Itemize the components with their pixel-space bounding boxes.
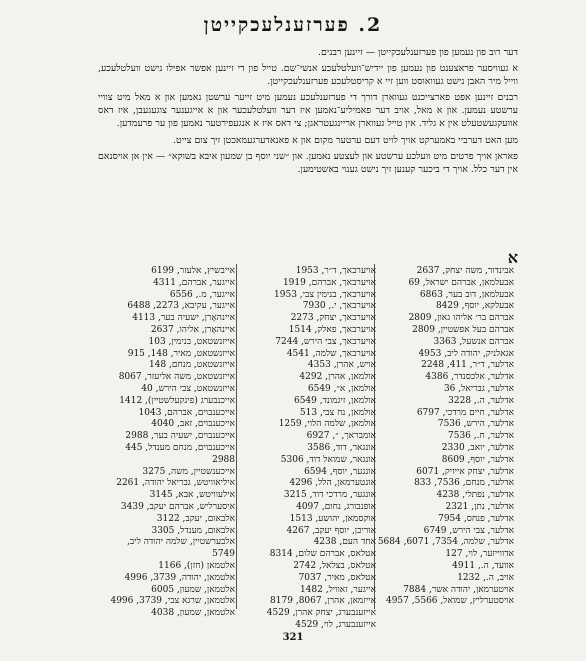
index-entry: אדלער, הירש, 7536	[437, 419, 514, 430]
index-entry: איינהאָרן, ישעיה בער, 4113	[132, 313, 235, 324]
index-entry: 5749	[212, 549, 235, 560]
index-entry: אבעלמאן, אברהם ישראל, 69	[408, 277, 514, 288]
index-entry: אונגאר, שמואל דוד, 5306	[280, 454, 376, 465]
index-column-middle	[240, 266, 376, 632]
index-entry: אייגער, עקיבא, 2273, 6488	[127, 301, 235, 312]
index-entry: אלטמאן, שמעון, 4038	[151, 608, 235, 619]
index-entry: אייכנבערג (פינקעלשטיין), 1412	[119, 395, 235, 406]
intro-paragraph: מען האט דערביי באמערקט אויך לויט דעם ערטער מקום און א פאנאדערגעמאכטן זיך צום צייט.	[173, 134, 518, 146]
index-entry: אייכענבוים, אברהם, 1043	[138, 407, 235, 418]
index-entry: אוריכן, יוסף יעקב, 4267	[286, 525, 376, 536]
index-entry: אונגער, יוסף, 6594	[304, 466, 376, 477]
index-entry: אדלער, חיים מרדכי, 6797	[416, 407, 514, 418]
index-entry: אדלער, נתן, 2321	[445, 501, 514, 512]
index-entry: אייזנשטאט, מאיר, 148, 915	[127, 348, 235, 359]
index-entry: אייזענבערג, יצחק אהרן, 4529	[266, 608, 376, 619]
index-column-right	[378, 266, 514, 608]
index-entry: אייגער, אברהם, 4311	[153, 277, 235, 288]
index-entry: אויערבאך, י., 7930	[302, 301, 376, 312]
index-entry: אייגער, מ., 6556	[169, 289, 235, 300]
index-entry: אייזמאן, אהרן, 8067, 8179	[270, 596, 376, 607]
intro-paragraph: רבנים זיינען אפט פארצייכנט געווארן דורך די פערזענלעכע נעמען מיט זייער ערשטן נאמען און א מאל מיט צוויי ערשטע נעמען. און א מאל, אויב דער פאמיליע־נאמען איז דער וועלטלעכער און א אייגענער צוגעגעבן, איז דאס אוועקגעשטעלט אין א גליד. אין טייל געווארן אריינגעטראגן; צי דאס איז א אנגעפירטער נאמען פון ער פרעמדען.	[98, 92, 518, 130]
intro-paragraph: דער רוב פון נעמען פון פערזענלעכקייטן — זיינען רבנים.	[318, 47, 518, 58]
index-entry: אבינדור, משה יצחק, 2637	[416, 266, 514, 276]
index-entry: אייכענשטיין, משה, 3275	[142, 466, 235, 477]
index-entry: אויערבאך, בנימין צבי, 1953	[274, 289, 376, 300]
index-entry: אייזנשטאט, צבי הירש, 40	[141, 383, 235, 394]
index-entry: אגאלניק, יהודה ליב, 4953	[418, 348, 514, 359]
index-entry: אדלער, ד״ר, 411, 2248	[421, 360, 514, 371]
index-entry: אוקסמאן, יהושע, 1513	[289, 513, 376, 524]
index-entry: אייזנשטאט, בנימין, 103	[148, 336, 235, 347]
index-entry: אויש, אהרן, 4353	[307, 360, 376, 371]
index-entry: אבעלמאן, דוב בער, 6863	[419, 289, 514, 300]
index-entry: אלטמאן, יהודה, 3739, 4996	[124, 572, 235, 583]
index-entry: אברהם בעל אפשטיין, 2809	[412, 324, 514, 335]
index-entry: אדווייזער, לוי, 127	[445, 549, 514, 560]
index-entry: אויערבאך, צבי הירש, 7244	[275, 336, 376, 347]
index-entry: אברהם בר׳ אליהו גאון, 2809	[408, 313, 514, 324]
index-entry: אדלער, פנחס, 7954	[438, 513, 514, 524]
index-entry: אייזענבערג, לוי, 4529	[295, 619, 376, 630]
index-entry: אייזנשטאט, משה אליעזר, 8067	[118, 372, 235, 383]
index-entry: אבעלקא, יוסף, 8429	[435, 301, 514, 312]
index-entry: אולמאן, נח צבי, 513	[299, 407, 376, 418]
index-entry: אויסטערליץ, שמואל, 5566, 4957	[385, 596, 514, 607]
index-entry: אדלער, נפתלי, 4238	[436, 490, 514, 501]
section-title: 2. פערזענלעכקייטן	[203, 14, 383, 36]
index-entry: אילעוויטש, אבא, 3145	[149, 490, 235, 501]
index-entry: אדלער, אלכסנדר, 4386	[425, 372, 514, 383]
page-number: 321	[282, 632, 304, 643]
index-entry: אייכענבוים, ישעיה בער, 2988	[125, 431, 235, 442]
index-entry: אדלער, יואב, 2330	[441, 442, 514, 453]
index-entry: אדלער, מנחם, 7536, 833	[414, 478, 514, 489]
index-entry: אויטערמאן, יהודה אשר, 7884	[403, 584, 514, 595]
index-entry: אופנבורג, נחום, 4097	[296, 501, 376, 512]
index-entry: אחד העם, 4238	[313, 537, 376, 548]
intro-paragraph: א געוויסער פראצענט פון נעמען פון יידיש־וועלטלעכע אנשי־שם. טייל פון די זיינען אפשר אפילו נישט וועלטלעכע, ווייל מיר האבן נישט געוואוסט ווען זיי א קריסטלעכע פערזענלעכקייטן.	[98, 63, 518, 88]
index-entry: איסערליש, אברהם יעקב, 3439	[120, 501, 235, 512]
index-entry: אדלער, צבי הירש, 6749	[423, 525, 514, 536]
index-entry: אויערבאך, פאלק, 1514	[288, 324, 376, 335]
index-entry: אלבערשטיין, שלמה יהודה ליב,	[127, 537, 235, 548]
index-entry: איליאוויטש, גבריאל יהודה, 2261	[116, 478, 235, 489]
index-entry: אדלער, גבריאל, 36	[443, 383, 514, 394]
index-entry: אדלער, יוסף, 8609	[441, 454, 514, 465]
index-entry: אלטמאן (חזן), 1166	[158, 560, 235, 571]
index-entry: אייזנשטאט, מנחם, 148	[148, 360, 235, 371]
index-entry: אטלאס, בצלאל, 2742	[293, 560, 376, 571]
index-column-left	[99, 266, 235, 620]
index-entry: אייכענבוים, זאב, 4040	[151, 419, 235, 430]
intro-paragraph: פאראן אויך פרטים מיט וועלכע ערשטע און לעצטע נאמען. און ״שני יוסף בן שמעון איבא בשוקא״ — אין אן אויסנאם אין דער כלל. אויך די ביכער קענען זיך נישט גענוי באשטימען.	[98, 150, 518, 175]
index-entry: אלבאום, יעקב, 3122	[156, 513, 235, 524]
index-entry: איינהאָרן, אליהו, 2637	[150, 324, 235, 335]
index-entry: אויערבאך, אברהם, 1919	[282, 277, 376, 288]
index-entry: אדלער, ח., 7536	[448, 431, 514, 442]
index-entry: אולמאן, שלמה הלוי, 1259	[278, 419, 376, 430]
index-entry: אלבאום, מענדל, 3305	[151, 525, 235, 536]
index-entry: אוועד, ה., 4911	[452, 560, 514, 571]
index-entry: אונטערמאן, הלל, 4296	[289, 478, 376, 489]
index-entry: אטלאס, מאיר, 7037	[298, 572, 376, 583]
index-entry: אייכענבוים, מנחם מענדל, 445	[125, 442, 235, 453]
index-entry: אולמאן, זיגמונד, 6549	[293, 395, 376, 406]
index-entry: אברהם אנשעל, 3363	[433, 336, 514, 347]
index-entry: אייגער, זאוויל, 1482	[299, 584, 376, 595]
index-entry: אולמאן, אהרן, 4292	[299, 372, 376, 383]
intro-text	[98, 46, 518, 179]
index-entry: אויערבאך, יצחק, 2273	[290, 313, 376, 324]
index-entry: אדלער, שלמה, 7354, 6071, 5684	[378, 537, 514, 548]
index-entry: אטלאס, אברהם שלום, 8314	[269, 549, 376, 560]
index-entry: 2988	[212, 454, 235, 465]
index-entry: אויב, ה., 1232	[457, 572, 514, 583]
index-entry: אונגער, מרדכי דוד, 3215	[283, 490, 376, 501]
index-entry: אולמאן, א״, 6549	[307, 383, 376, 394]
index-entry: אייבשיץ, אלעזר, 6199	[151, 266, 235, 276]
index-letter-heading: א	[507, 248, 518, 267]
index-entry: אדלער, ה., 3228	[448, 395, 514, 406]
index-entry: אלטמאן, שמעון, 6005	[151, 584, 235, 595]
column-divider	[236, 264, 237, 609]
index-entry: אויערבאך, ד״ר, 1953	[295, 266, 376, 276]
index-entry: אויערבאך, שלמה, 4541	[286, 348, 376, 359]
index-entry: אומבראך, ״, 6927	[306, 431, 376, 442]
index-entry: אלטמאן, שרגא צבי, 3739, 4996	[110, 596, 235, 607]
index-entry: אדלער, יצחק אייזיק, 6071	[416, 466, 514, 477]
index-entry: אונגאר, דוד, 3586	[307, 442, 376, 453]
